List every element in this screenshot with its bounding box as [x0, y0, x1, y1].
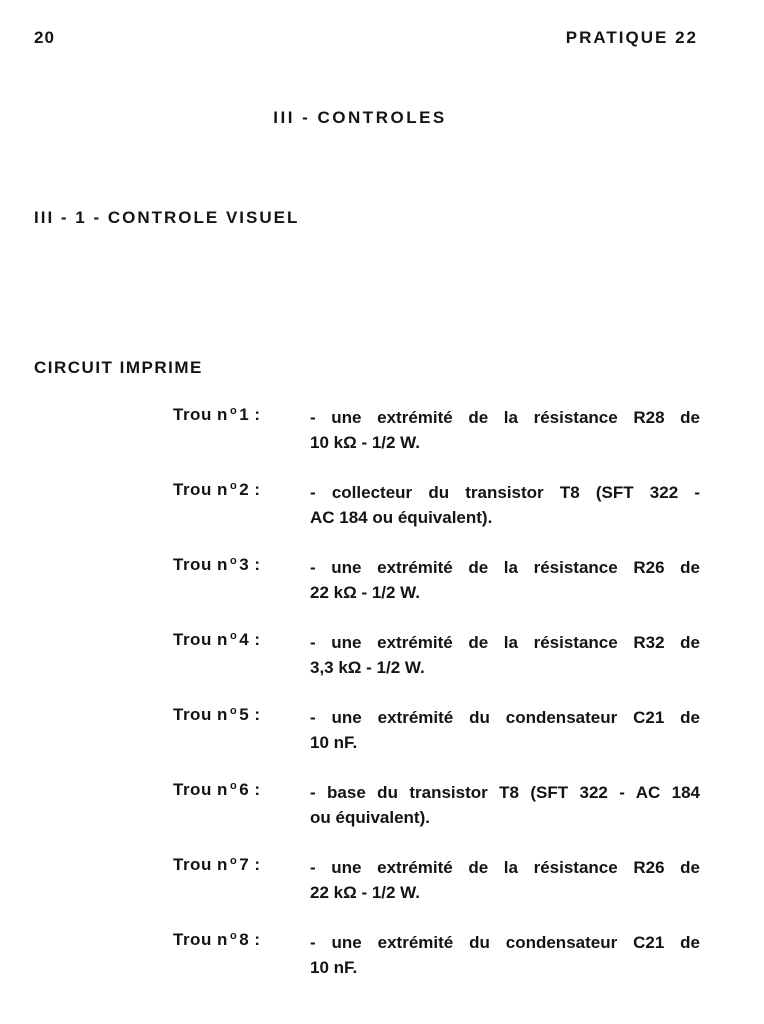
hole-label: Trou n $^o$ 5 :: [173, 705, 261, 724]
hole-description: - une extrémité de la résistance R26 de 22 kΩ - 1/2 W.: [310, 558, 700, 602]
chapter-title: [0, 108, 764, 128]
hole-description: - une extrémité du condensateur C21 de 10 nF.: [310, 933, 700, 977]
hole-label: Trou n $^o$ 4 :: [173, 630, 261, 649]
hole-entry: [0, 855, 764, 915]
chapter-title-text: III - CONTROLES: [273, 108, 447, 127]
hole-entry: [0, 405, 764, 465]
subsection-title: CIRCUIT IMPRIME: [34, 358, 203, 377]
hole-entry: [0, 555, 764, 615]
hole-label: Trou n $^o$ 2 :: [173, 480, 261, 499]
hole-label: Trou n $^o$ 6 :: [173, 780, 261, 799]
section-title: III - 1 - CONTROLE VISUEL: [34, 208, 300, 227]
hole-label: Trou n $^o$ 3 :: [173, 555, 261, 574]
hole-label: Trou n $^o$ 7 :: [173, 855, 261, 874]
hole-label: Trou n $^o$ 1 :: [173, 405, 261, 424]
hole-description: - collecteur du transistor T8 (SFT 322 - AC 184 ou équivalent).: [310, 483, 700, 527]
running-title: PRATIQUE 22: [565, 28, 698, 47]
hole-entry: [0, 780, 764, 840]
hole-description: - une extrémité de la résistance R26 de 22 kΩ - 1/2 W.: [310, 858, 700, 902]
hole-description: - une extrémité de la résistance R28 de 10 kΩ - 1/2 W.: [310, 408, 700, 452]
hole-entry: [0, 630, 764, 690]
hole-description: - une extrémité de la résistance R32 de 3,3 kΩ - 1/2 W.: [310, 633, 700, 677]
hole-description: - une extrémité du condensateur C21 de 10 nF.: [310, 708, 700, 752]
hole-description: - base du transistor T8 (SFT 322 - AC 184 ou équivalent).: [310, 783, 700, 827]
hole-entry: [0, 930, 764, 990]
hole-entry: [0, 480, 764, 540]
hole-entry: [0, 705, 764, 765]
hole-label: Trou n $^o$ 8 :: [173, 930, 261, 949]
page-number: 20: [34, 28, 55, 47]
